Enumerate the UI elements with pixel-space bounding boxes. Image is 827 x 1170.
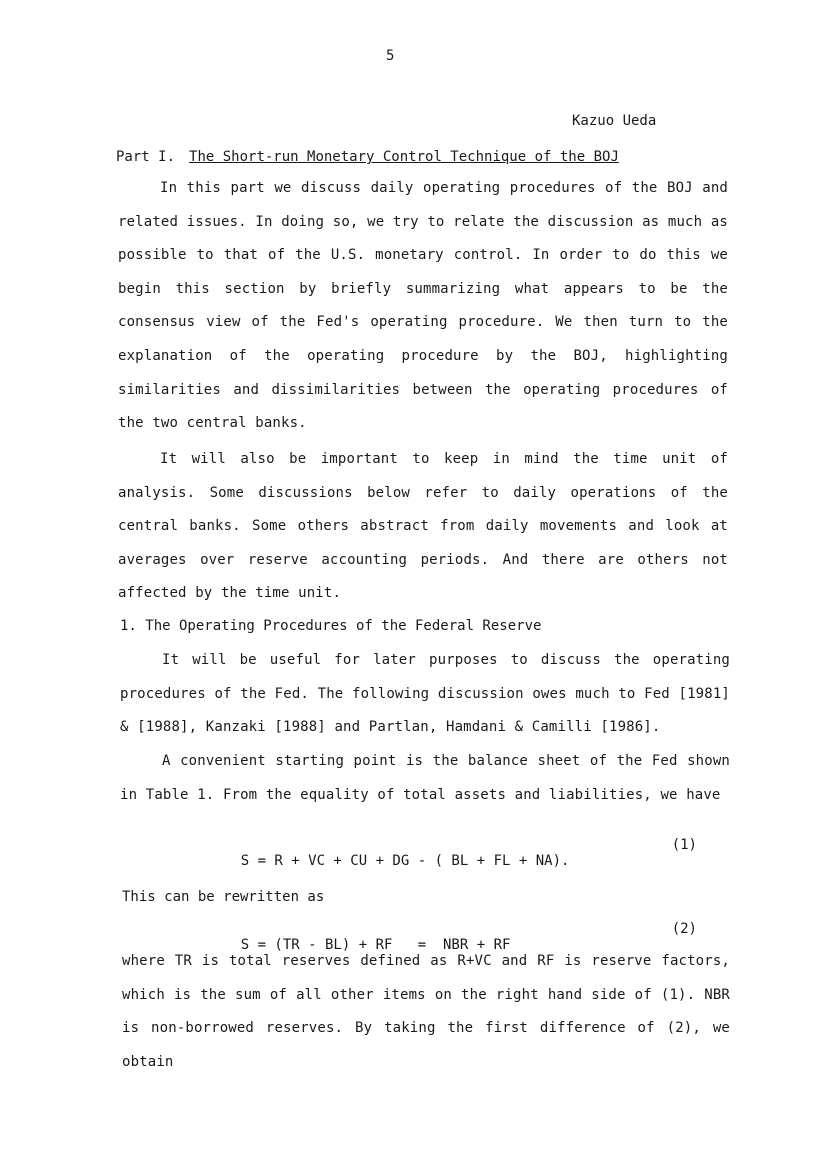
equation-2-number: (2) xyxy=(671,921,697,937)
paragraph-intro xyxy=(118,172,728,441)
paragraph-time-unit-text: It will also be important to keep in mind the time unit of analysis. Some discussions below refer to daily operations of the central banks. Some others abstract from daily movements and look at averages over reserve accounting periods. And there are others not affected by the time unit. xyxy=(118,451,728,602)
paragraph-balance-sheet-text: A convenient starting point is the balance sheet of the Fed shown in Table 1. From the equality of total assets and liabilities, we have xyxy=(120,753,730,803)
paragraph-time-unit xyxy=(118,443,728,611)
part-heading xyxy=(116,149,619,165)
section-heading: 1. The Operating Procedures of the Federal Reserve xyxy=(120,618,542,634)
paragraph-balance-sheet xyxy=(120,745,730,812)
part-title: The Short-run Monetary Control Technique of the BOJ xyxy=(189,149,619,165)
paragraph-reserves xyxy=(122,945,730,1079)
paragraph-intro-text: In this part we discuss daily operating procedures of the BOJ and related issues. In doing so, we try to relate the discussion as much as possible to that of the U.S. monetary control. In order to do this we begin this section by briefly summarizing what appears to be the consensus view of the Fed's operating procedure. We then turn to the explanation of the operating procedure by the BOJ, highlighting similarities and dissimilarities between the operating procedures of the two central banks. xyxy=(118,180,728,432)
rewrite-line: This can be rewritten as xyxy=(122,889,325,905)
paragraph-fed-procedures-text: It will be useful for later purposes to discuss the operating procedures of the Fed. The following discussion owes much to Fed [1981] & [1988], Kanzaki [1988] and Partlan, Hamdani & Camilli [1986]. xyxy=(120,652,730,736)
author-name: Kazuo Ueda xyxy=(572,113,657,129)
page-number: 5 xyxy=(386,48,395,64)
part-label: Part I. xyxy=(116,149,176,165)
equation-1-number: (1) xyxy=(671,837,697,853)
equation-1-text: S = R + VC + CU + DG - ( BL + FL + NA). xyxy=(240,853,570,869)
paragraph-reserves-text: where TR is total reserves defined as R+VC and RF is reserve factors, which is the sum of all other items on the right hand side of (1). NBR is non-borrowed reserves. By taking the first difference of (2), we obtain xyxy=(122,953,730,1070)
equation-2-text: S = (TR - BL) + RF = NBR + RF xyxy=(240,937,511,953)
paragraph-fed-procedures xyxy=(120,644,730,745)
